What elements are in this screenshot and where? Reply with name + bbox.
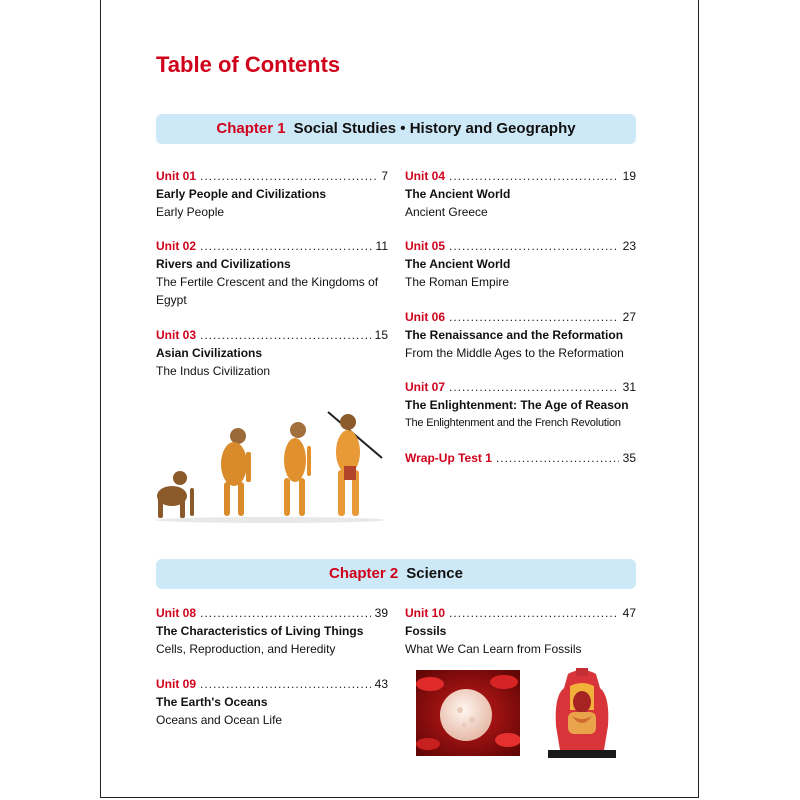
unit-title: The Enlightenment: The Age of Reason — [405, 398, 629, 412]
chapter-2-header — [156, 559, 636, 589]
unit-subtitle: Oceans and Ocean Life — [156, 713, 283, 727]
toc-entry-unit-02[interactable] — [156, 237, 388, 309]
ape-figure — [157, 471, 194, 518]
unit-title: The Renaissance and the Reformation — [405, 328, 624, 342]
page-number: 43 — [374, 677, 388, 691]
unit-subtitle: Ancient Greece — [405, 205, 488, 219]
chapter-number: Chapter 1 — [216, 120, 286, 137]
toc-entry-unit-08[interactable] — [156, 604, 388, 658]
chapter-name: Science — [406, 565, 463, 582]
leader-dots — [200, 675, 371, 693]
unit-subtitle: The Fertile Crescent and the Kingdoms of Egypt — [156, 275, 379, 307]
unit-subtitle: Cells, Reproduction, and Heredity — [156, 642, 336, 656]
unit-label: Wrap-Up Test 1 — [405, 451, 492, 465]
unit-title: Early People and Civilizations — [156, 187, 327, 201]
page-title: Table of Contents — [156, 52, 341, 77]
leader-dots — [449, 308, 619, 326]
leader-dots — [200, 326, 371, 344]
leader-dots — [200, 604, 371, 622]
unit-label: Unit 10 — [405, 606, 446, 620]
leader-dots — [449, 604, 619, 622]
toc-entry-unit-05[interactable] — [405, 237, 636, 291]
unit-subtitle: The Indus Civilization — [156, 364, 271, 378]
unit-label: Unit 07 — [405, 380, 446, 394]
page-number: 39 — [374, 606, 388, 620]
unit-title: Fossils — [405, 624, 447, 638]
unit-label: Unit 06 — [405, 310, 446, 324]
unit-title: Rivers and Civilizations — [156, 257, 291, 271]
unit-title: The Ancient World — [405, 257, 511, 271]
page-number: 19 — [622, 169, 636, 183]
unit-label: Unit 03 — [156, 328, 197, 342]
hominid-figure-1 — [221, 428, 251, 516]
unit-subtitle: The Roman Empire — [405, 275, 510, 289]
toc-entry-unit-03[interactable] — [156, 326, 388, 380]
early-human-figure — [328, 412, 382, 516]
leader-dots — [449, 237, 619, 255]
unit-label: Unit 04 — [405, 169, 446, 183]
unit-title: The Characteristics of Living Things — [156, 624, 364, 638]
hominid-figure-2 — [284, 422, 311, 516]
chapter-1-header — [156, 114, 636, 144]
page-number: 35 — [622, 451, 636, 465]
unit-title: The Earth's Oceans — [156, 695, 268, 709]
toc-entry-unit-07[interactable] — [405, 378, 636, 432]
unit-label: Unit 02 — [156, 239, 197, 253]
unit-subtitle: The Enlightenment and the French Revolution — [405, 417, 621, 429]
toc-entry-unit-01[interactable] — [156, 167, 388, 221]
unit-subtitle: From the Middle Ages to the Reformation — [405, 346, 624, 360]
unit-subtitle: What We Can Learn from Fossils — [405, 642, 582, 656]
leader-dots — [449, 167, 619, 185]
human-torso-model-image — [544, 666, 620, 758]
toc-entry-unit-10[interactable] — [405, 604, 636, 658]
toc-entry-unit-06[interactable] — [405, 308, 636, 362]
chapter-name: Social Studies • History and Geography — [293, 120, 576, 137]
unit-label: Unit 05 — [405, 239, 446, 253]
page-number: 7 — [381, 169, 388, 183]
leader-dots — [200, 167, 377, 185]
unit-label: Unit 08 — [156, 606, 197, 620]
unit-subtitle: Early People — [156, 205, 225, 219]
toc-entry-wrap-up-test-1[interactable] — [405, 449, 636, 467]
page-number: 27 — [622, 310, 636, 324]
page-number: 31 — [622, 380, 636, 394]
human-evolution-illustration — [150, 408, 390, 524]
unit-title: The Ancient World — [405, 187, 511, 201]
unit-label: Unit 01 — [156, 169, 197, 183]
page-number: 47 — [622, 606, 636, 620]
toc-entry-unit-09[interactable] — [156, 675, 388, 729]
unit-title: Asian Civilizations — [156, 346, 263, 360]
page-number: 11 — [375, 239, 388, 253]
chapter-number: Chapter 2 — [329, 565, 399, 582]
page-number: 23 — [622, 239, 636, 253]
unit-label: Unit 09 — [156, 677, 197, 691]
page-number: 15 — [374, 328, 388, 342]
leader-dots — [496, 449, 619, 467]
leader-dots — [200, 237, 372, 255]
blood-cells-image — [416, 670, 520, 756]
toc-entry-unit-04[interactable] — [405, 167, 636, 221]
leader-dots — [449, 378, 619, 396]
